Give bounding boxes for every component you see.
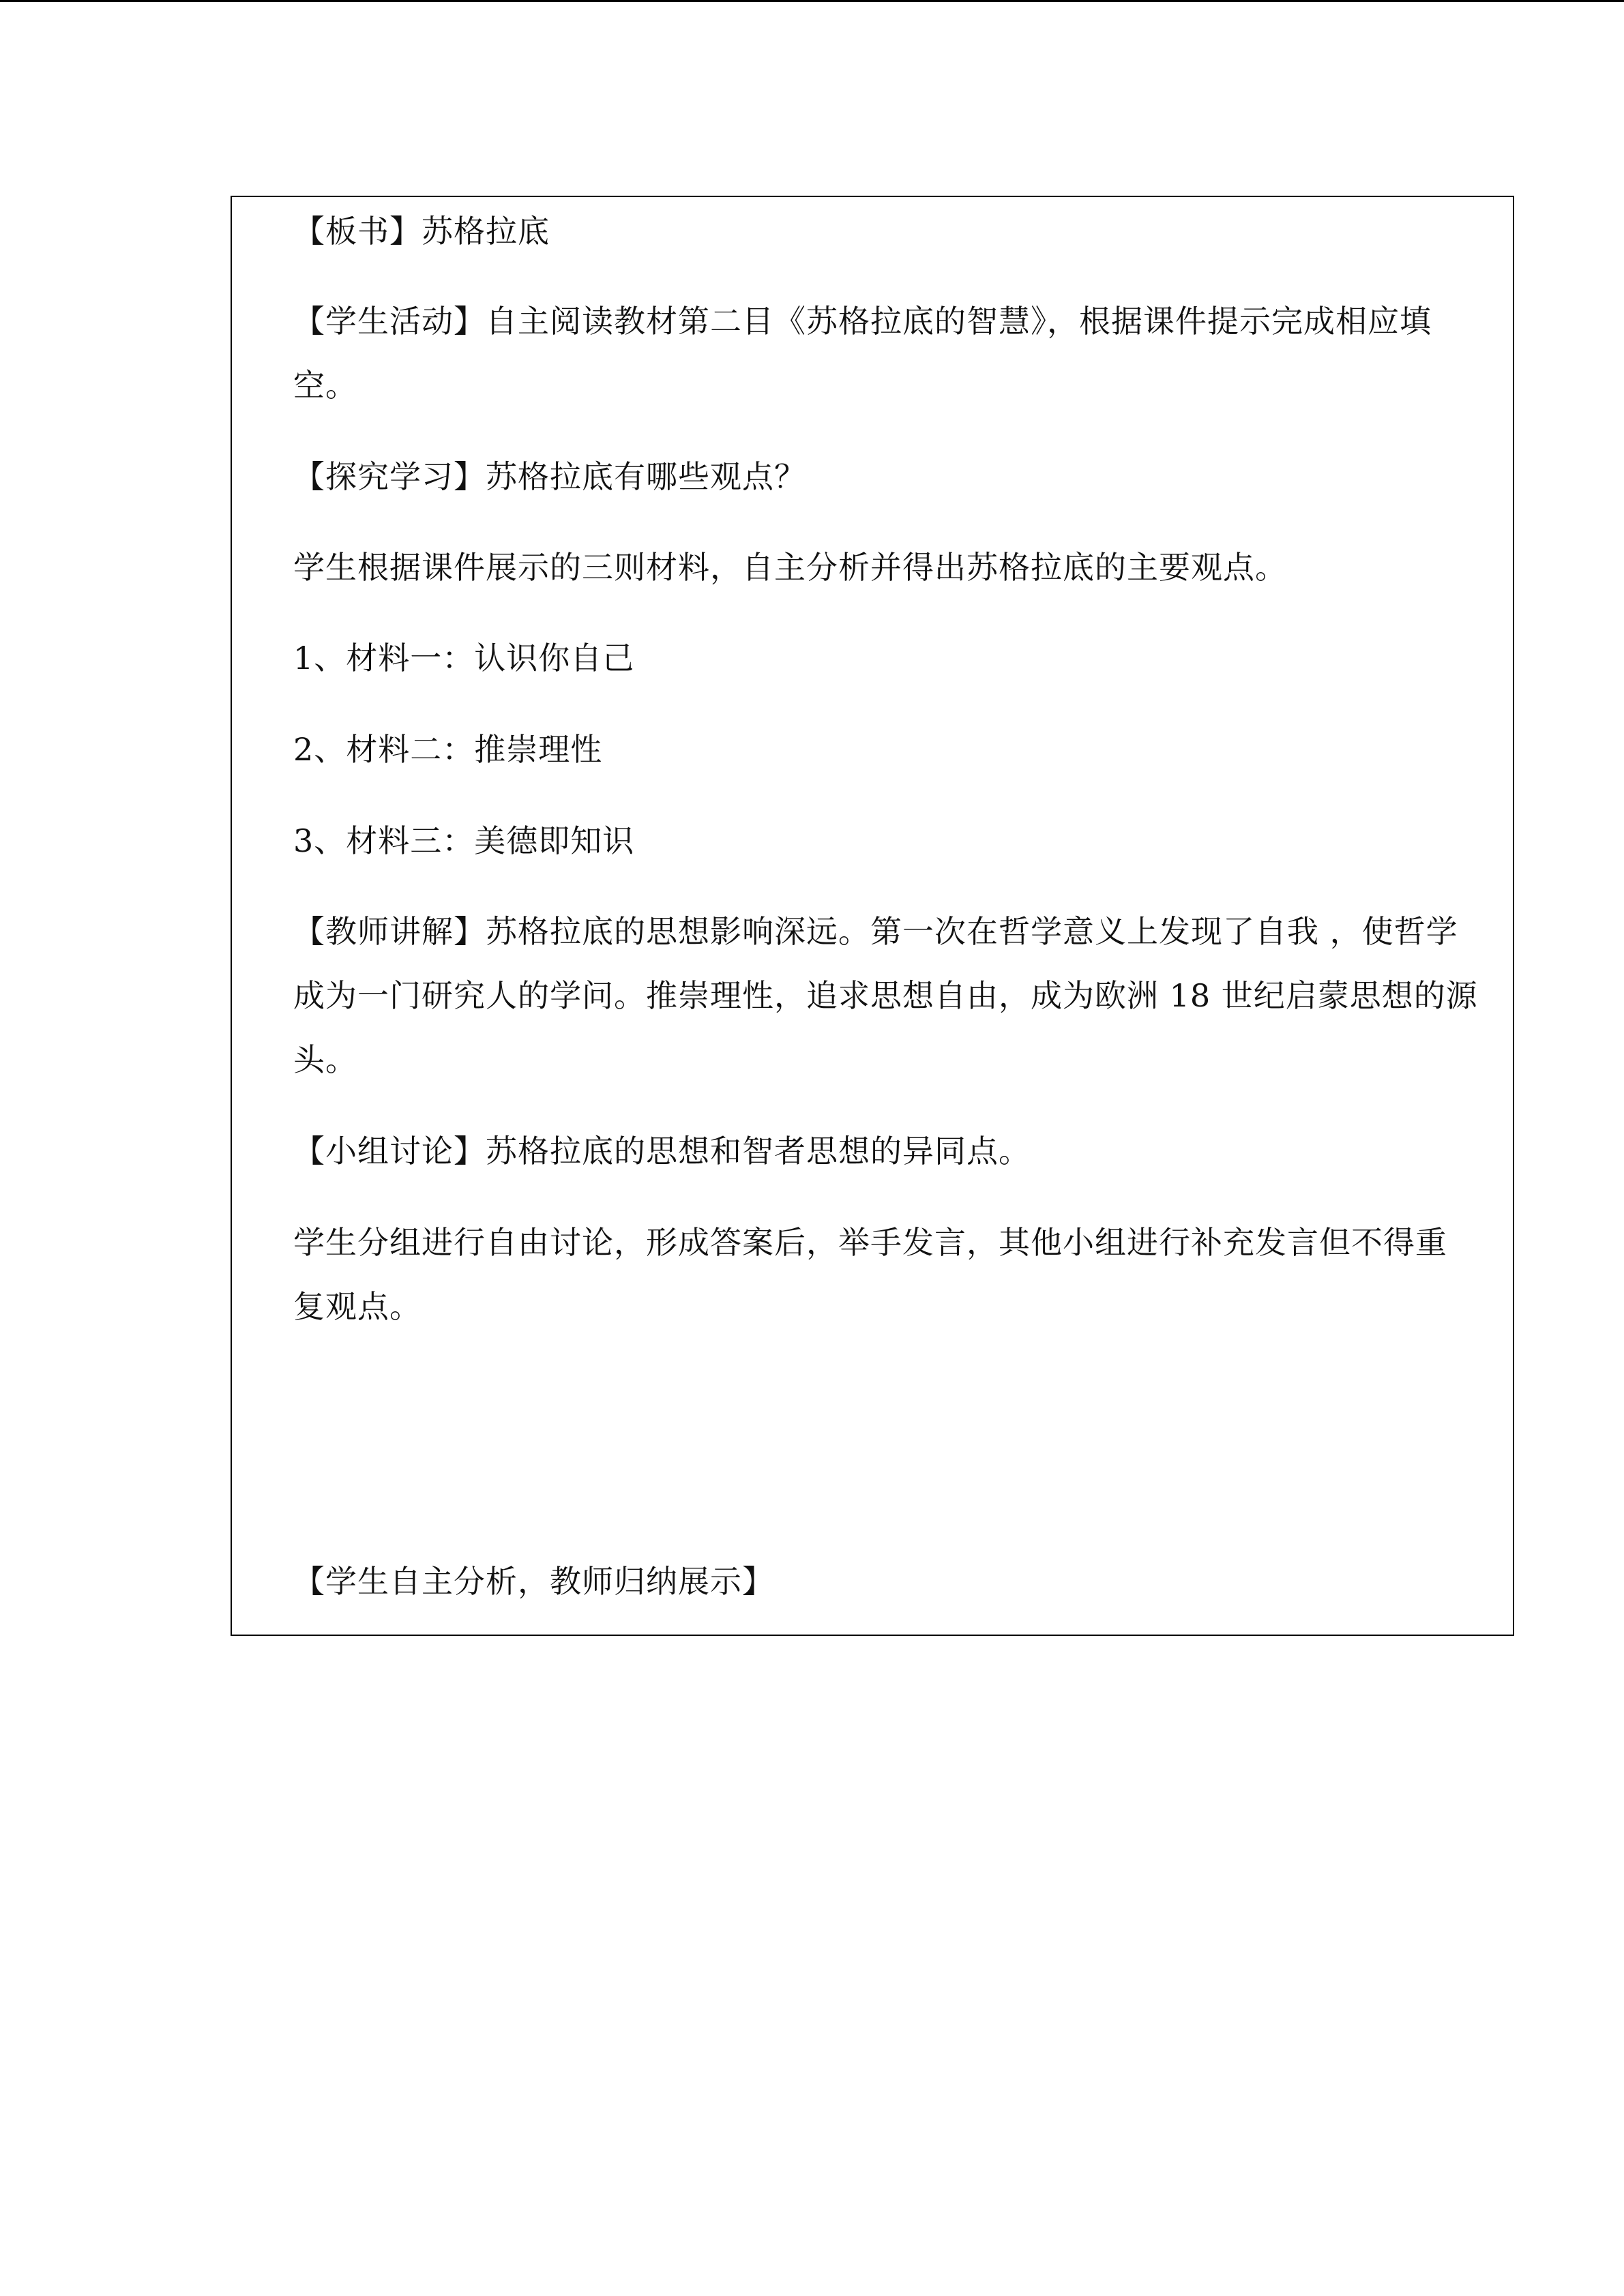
teacher-explanation-line-cont: 成为一门研究人的学问。推崇理性，追求思想自由，成为欧洲 18 世纪启蒙思想的源 xyxy=(293,977,1478,1014)
group-discussion-line: 【小组讨论】苏格拉底的思想和智者思想的异同点。 xyxy=(293,1133,1031,1169)
material-item-1: 1、材料一：认识你自己 xyxy=(293,640,635,676)
material-item-2: 2、材料二：推崇理性 xyxy=(293,731,603,768)
student-activity-line-cont: 空。 xyxy=(293,367,357,404)
teacher-explanation-line-end: 头。 xyxy=(293,1041,357,1078)
teacher-explanation-line: 【教师讲解】苏格拉底的思想影响深远。第一次在哲学意义上发现了自我 ，使哲学 xyxy=(293,913,1458,950)
top-rule xyxy=(0,0,1624,2)
summary-line: 【学生自主分析，教师归纳展示】 xyxy=(293,1563,774,1600)
board-writing-line: 【板书】苏格拉底 xyxy=(293,213,550,250)
inquiry-question-line: 【探究学习】苏格拉底有哪些观点？ xyxy=(293,458,806,495)
student-activity-line: 【学生活动】自主阅读教材第二目《苏格拉底的智慧》，根据课件提示完成相应填 xyxy=(293,303,1432,340)
inquiry-instruction-line: 学生根据课件展示的三则材料，自主分析并得出苏格拉底的主要观点。 xyxy=(293,549,1287,586)
group-discussion-instruction-line: 学生分组进行自由讨论，形成答案后，举手发言，其他小组进行补充发言但不得重 xyxy=(293,1224,1447,1261)
group-discussion-instruction-cont: 复观点。 xyxy=(293,1288,422,1325)
material-item-3: 3、材料三：美德即知识 xyxy=(293,822,635,859)
